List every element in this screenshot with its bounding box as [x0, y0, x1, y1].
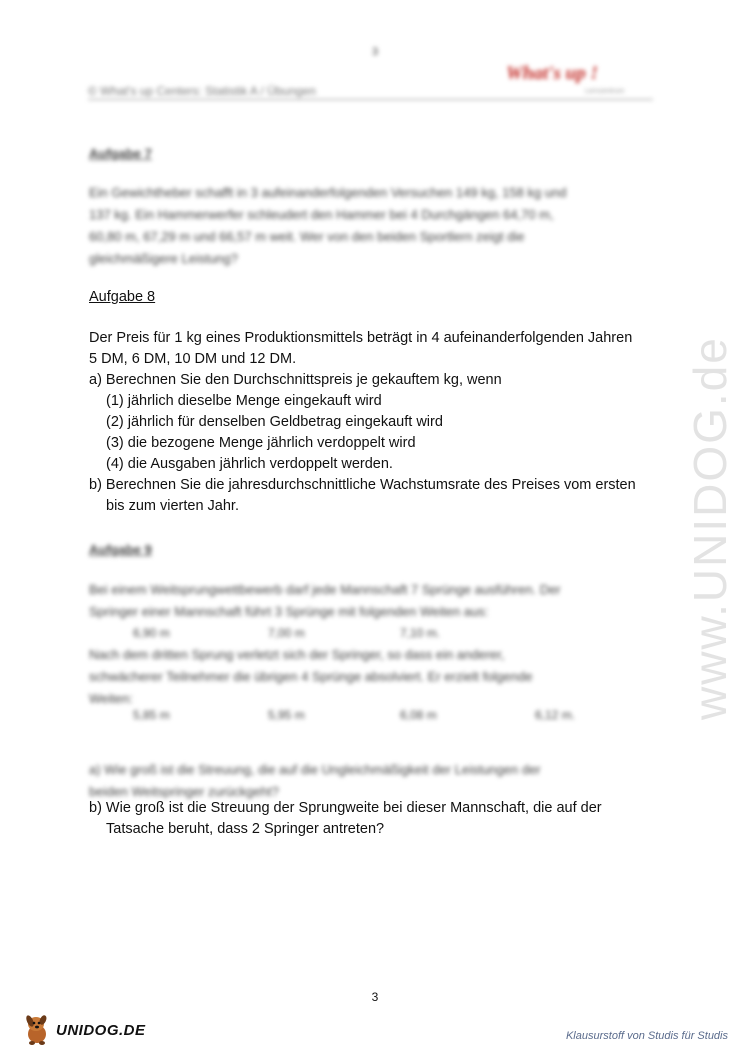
aufgabe9-middle-line: Weiten: — [89, 691, 133, 706]
jump-value: 5,95 m — [268, 708, 305, 722]
aufgabe9-part-a-line: beiden Weitspringer zurückgeht? — [89, 784, 279, 799]
jump-value: 6,90 m — [133, 626, 170, 640]
unidog-watermark: www.UNIDOG.de — [684, 336, 736, 720]
aufgabe9-part-b-line: Tatsache beruht, dass 2 Springer antreten? — [106, 821, 385, 837]
whats-up-logo-subtext: Lernzentrum — [585, 88, 625, 95]
aufgabe7-text — [89, 182, 649, 270]
aufgabe8-case: (4) die Ausgaben jährlich verdoppelt werden. — [106, 456, 393, 472]
footer-tagline: Klausurstoff von Studis für Studis — [565, 1030, 728, 1042]
aufgabe7-line: 60,80 m, 67,29 m und 66,57 m weit. Wer von den beiden Sportlern zeigt die — [89, 229, 525, 244]
aufgabe8-title: Aufgabe 8 — [89, 289, 156, 305]
aufgabe9-part-a — [89, 759, 649, 803]
aufgabe9-title: Aufgabe 9 — [89, 542, 152, 557]
aufgabe8-case: (3) die bezogene Menge jährlich verdoppelt wird — [106, 435, 416, 451]
aufgabe9-intro-line: Bei einem Weitsprungwettbewerb darf jede Mannschaft 7 Sprünge ausführen. Der — [89, 582, 561, 597]
aufgabe9-intro-line: Springer einer Mannschaft führt 3 Sprünge mit folgenden Weiten aus: — [89, 604, 489, 619]
header-copyright: © What's up Centers: Statistik A / Übungen — [88, 84, 316, 98]
aufgabe8-part-b-line: bis zum vierten Jahr. — [106, 498, 239, 514]
jump-value: 5,85 m — [133, 708, 170, 722]
aufgabe9-middle-line: Nach dem dritten Sprung verletzt sich der Springer, so dass ein anderer, — [89, 647, 505, 662]
jump-value: 6,08 m — [400, 708, 437, 722]
aufgabe9-part-a-line: a) Wie groß ist die Streuung, die auf die Ungleichmäßigkeit der Leistungen der — [89, 762, 541, 777]
unidog-logo — [22, 1012, 146, 1048]
aufgabe7-title: Aufgabe 7 — [89, 146, 152, 161]
aufgabe8-intro-line: 5 DM, 6 DM, 10 DM und 12 DM. — [89, 351, 297, 367]
jump-value: 6,12 m. — [535, 708, 576, 722]
aufgabe8-part-a: a) Berechnen Sie den Durchschnittspreis je gekauftem kg, wenn — [89, 372, 502, 388]
aufgabe8-part-b-line: b) Berechnen Sie die jahresdurchschnittliche Wachstumsrate des Preises vom ersten — [89, 477, 636, 493]
dog-icon — [22, 1012, 54, 1048]
aufgabe8-intro-line: Der Preis für 1 kg eines Produktionsmittels beträgt in 4 aufeinanderfolgenden Jahren — [89, 330, 633, 346]
whats-up-logo: What's up ! — [506, 63, 598, 84]
aufgabe7-line: gleichmäßigere Leistung? — [89, 251, 238, 266]
aufgabe9-part-b-line: b) Wie groß ist die Streuung der Sprungweite bei dieser Mannschaft, die auf der — [89, 800, 602, 816]
top-page-number: 3 — [371, 46, 379, 58]
aufgabe9-middle — [89, 644, 649, 710]
aufgabe9-middle-line: schwächerer Teilnehmer die übrigen 4 Sprünge absolviert. Er erzielt folgende — [89, 669, 533, 684]
jump-value: 7,00 m — [268, 626, 305, 640]
unidog-logo-text: UNIDOG.DE — [56, 1021, 146, 1039]
aufgabe8-case: (2) jährlich für denselben Geldbetrag eingekauft wird — [106, 414, 443, 430]
page-number: 3 — [371, 990, 379, 1004]
aufgabe7-line: 137 kg. Ein Hammerwerfer schleudert den Hammer bei 4 Durchgängen 64,70 m, — [89, 207, 554, 222]
header-divider — [88, 99, 653, 100]
aufgabe7-line: Ein Gewichtheber schafft in 3 aufeinanderfolgenden Versuchen 149 kg, 158 kg und — [89, 185, 567, 200]
aufgabe8-case: (1) jährlich dieselbe Menge eingekauft wird — [106, 393, 382, 409]
jump-value: 7,10 m. — [400, 626, 441, 640]
aufgabe9-intro — [89, 579, 649, 623]
